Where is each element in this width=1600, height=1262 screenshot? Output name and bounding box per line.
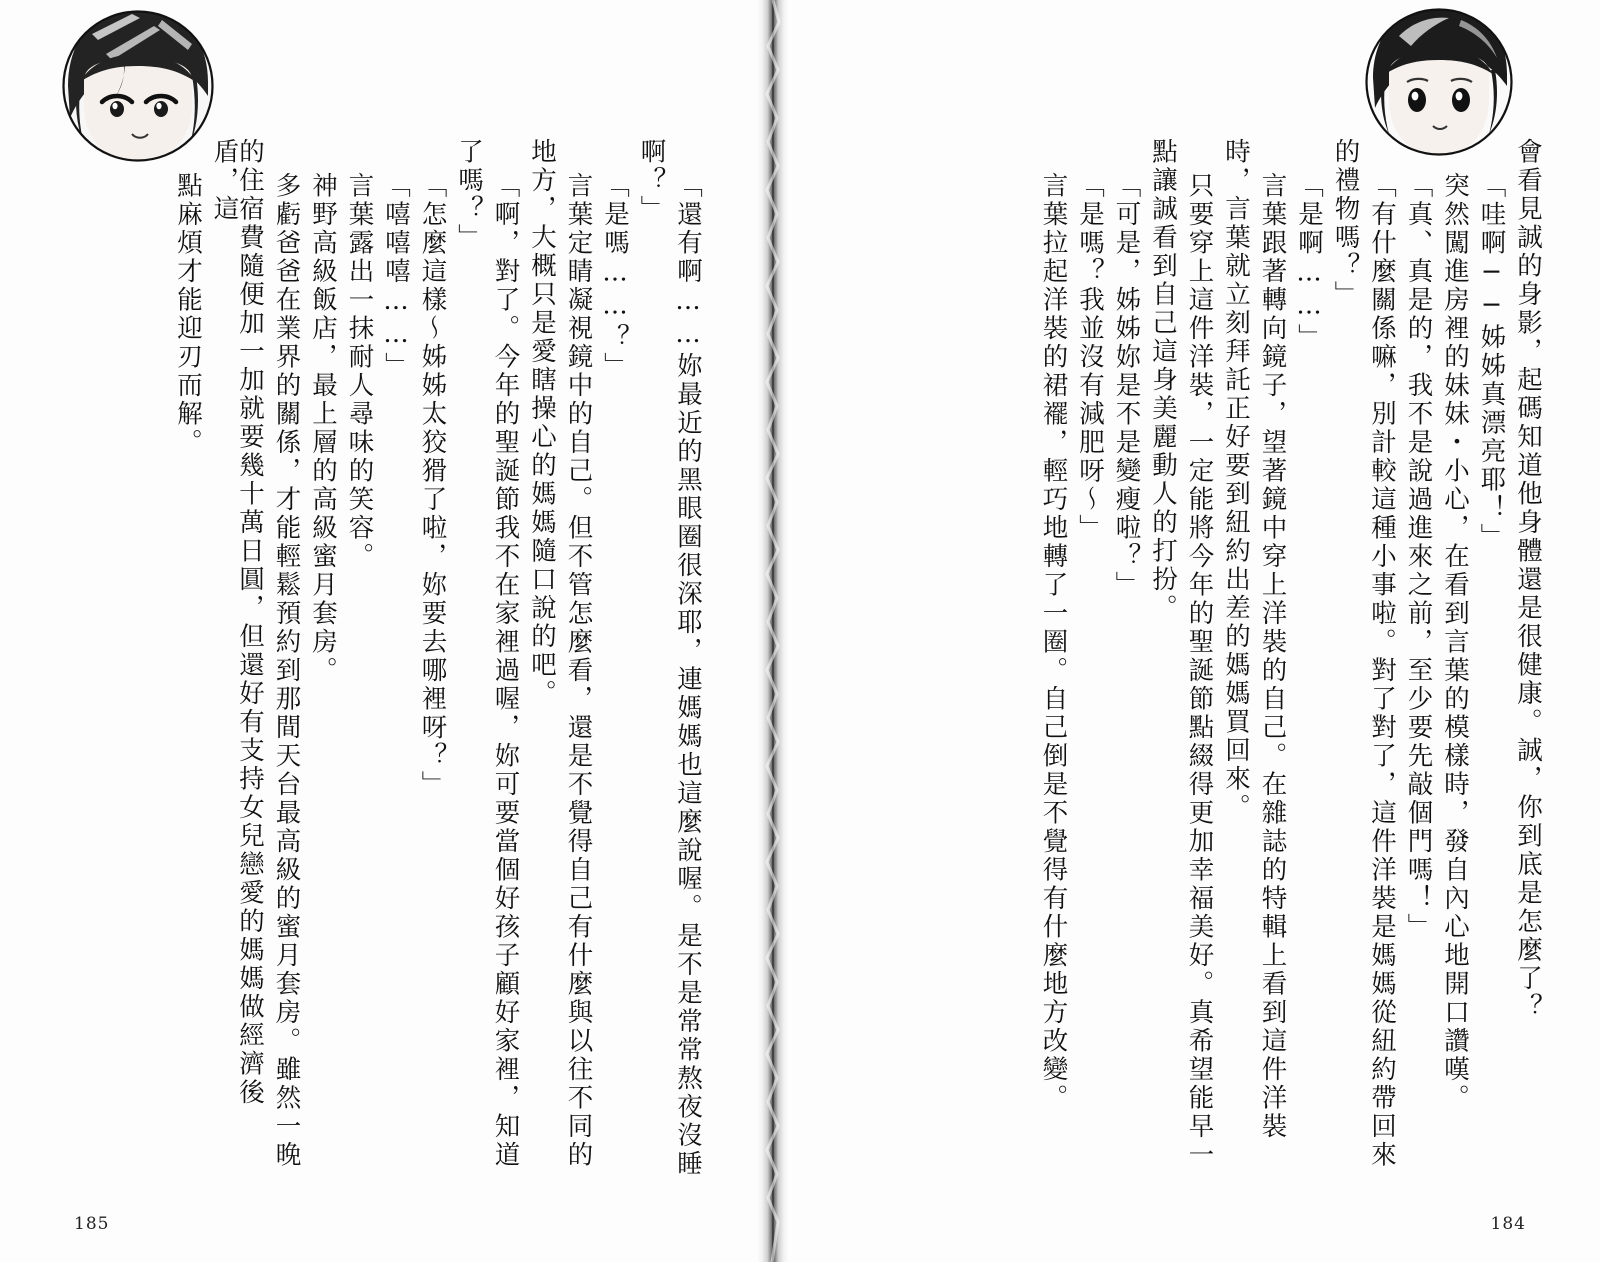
text-column: 「哇啊──姊姊真漂亮耶！」 [1476, 172, 1507, 552]
text-column: 言葉定睛凝視鏡中的自己。但不管怎麼看，還是不覺得自己有什麼與以往不同的 [563, 172, 594, 1170]
text-column: 「還有啊……妳最近的黑眼圈很深耶，連媽媽也這麼說喔。是不是常常熬夜沒睡 [673, 172, 703, 1179]
text-column: 「嘻嘻嘻……」 [381, 172, 411, 381]
text-column: 啊？」 [636, 138, 667, 224]
page-number-left: 185 [74, 1214, 110, 1234]
left-page [0, 0, 756, 1262]
text-column: 的禮物嗎？」 [1330, 138, 1361, 309]
text-column: 點讓誠看到自己這身美麗動人的打扮。 [1148, 138, 1178, 623]
left-page-text-block [60, 138, 703, 1179]
text-column: 「是嗎？我並沒有減肥呀～」 [1075, 172, 1105, 543]
text-column: 「怎麼這樣～姊姊太狡猾了啦，妳要去哪裡呀？」 [417, 172, 448, 799]
page-number-right: 184 [1490, 1214, 1526, 1234]
right-page-text-block [820, 138, 1543, 1170]
text-column: 突然闖進房裡的妹妹・小心，在看到言葉的模樣時，發自內心地開口讚嘆。 [1440, 172, 1470, 1113]
text-column: 時，言葉就立刻拜託正好要到紐約出差的媽媽買回來。 [1221, 138, 1251, 822]
text-column: 「是嗎……？」 [600, 172, 630, 381]
text-column: 多虧爸爸在業界的關係，才能輕鬆預約到那間天台最高級的蜜月套房。雖然一晚 [271, 172, 302, 1170]
text-column: 點麻煩才能迎刃而解。 [173, 172, 203, 457]
text-column: 的住宿費隨便加一加就要幾十萬日圓，但還好有支持女兒戀愛的媽媽做經濟後盾，這 [209, 138, 265, 1107]
text-column: 地方，大概只是愛瞎操心的媽媽隨口說的吧。 [527, 138, 557, 708]
text-column: 只要穿上這件洋裝，一定能將今年的聖誕節點綴得更加幸福美好。真希望能早一 [1184, 172, 1215, 1170]
text-column: 「有什麼關係嘛，別計較這種小事啦。對了對了，這件洋裝是媽媽從紐約帶回來 [1367, 172, 1397, 1170]
text-column: 言葉拉起洋裝的裙襬，輕巧地轉了一圈。自己倒是不覺得有什麼地方改變。 [1038, 172, 1069, 1113]
text-column: 言葉露出一抹耐人尋味的笑容。 [344, 172, 375, 571]
text-column: 「可是，姊姊妳是不是變瘦啦？」 [1111, 172, 1142, 600]
chibi-head-right [1365, 8, 1513, 156]
text-column: 「真、真是的，我不是說過進來之前，至少要先敲個門嗎！」 [1403, 172, 1434, 942]
right-page [790, 0, 1600, 1262]
text-column: 會看見誠的身影，起碼知道他身體還是很健康。誠，你到底是怎麼了？ [1513, 138, 1543, 1022]
book-gutter [756, 0, 790, 1262]
text-column: 了嗎？」 [454, 138, 484, 252]
text-column: 言葉跟著轉向鏡子，望著鏡中穿上洋裝的自己。在雜誌的特輯上看到這件洋裝 [1257, 172, 1288, 1141]
text-column: 「啊，對了。今年的聖誕節我不在家裡過喔，妳可要當個好孩子顧好家裡，知道 [490, 172, 521, 1170]
text-column: 「是啊……」 [1294, 172, 1324, 352]
text-column: 神野高級飯店，最上層的高級蜜月套房。 [308, 172, 338, 685]
